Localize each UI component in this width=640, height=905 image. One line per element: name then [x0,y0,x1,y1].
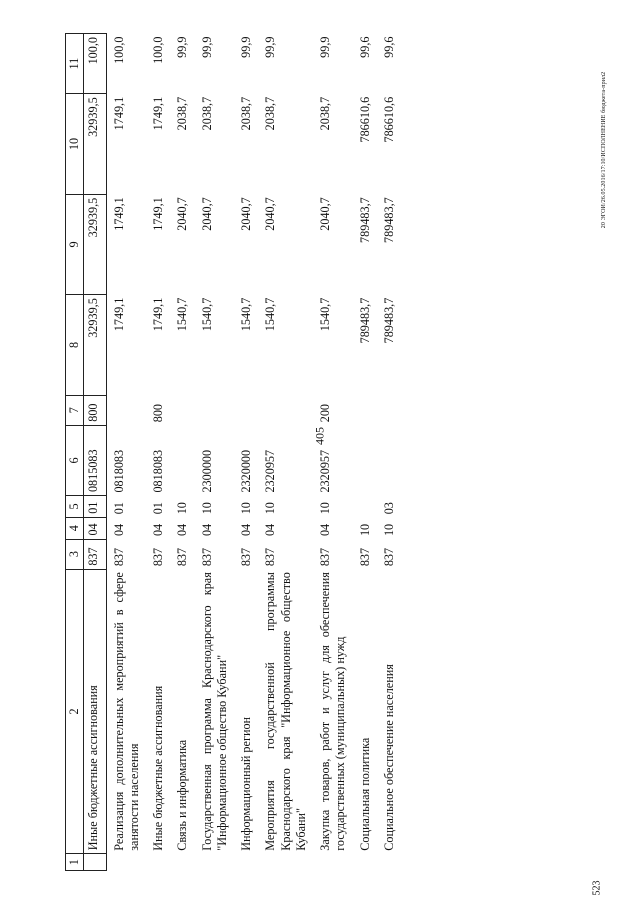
table-row [84,34,106,871]
budget-table [65,33,401,871]
code-target [377,425,401,495]
approved-amount: 789483,7 [357,297,372,344]
table-row [353,34,377,871]
approved-amount: 1540,7 [263,297,278,332]
code-target: 0818083 [111,449,126,493]
executed-amount: 2038,7 [263,96,278,131]
table-row [195,34,235,871]
header-cell: 7 [66,395,84,425]
code-section: 04 [199,523,214,537]
header-cell: 8 [66,295,84,395]
code-section: 10 [381,523,396,537]
approved-amount: 1540,7 [175,297,190,332]
code-ministry: 837 [357,547,372,567]
code-subsection: 10 [263,502,278,515]
header-cell: 3 [66,539,84,569]
header-cell: 10 [66,94,84,194]
table-row [106,34,146,871]
code-expense-type [353,395,377,425]
approved-amount: 1540,7 [199,297,214,332]
table-body [84,34,401,871]
code-subsection: 01 [151,502,165,515]
execution-percent: 100,0 [111,36,126,64]
budget-amount: 2040,7 [175,197,190,231]
code-ministry: 837 [318,547,332,567]
row-number-cell [234,854,258,871]
header-cell: 4 [66,517,84,539]
code-section: 10 [357,523,372,537]
table-row [377,34,401,871]
code-ministry: 837 [151,547,165,567]
approved-amount: 1749,1 [111,297,126,332]
row-name: Социальное обеспечение населения [381,664,396,851]
execution-percent: 99,9 [263,36,278,58]
code-expense-type [234,395,258,425]
row-name: Иные бюджетные ассигнования [84,569,106,854]
row-number-cell [170,854,194,871]
row-number-cell [313,854,353,871]
executed-amount: 1749,1 [151,96,165,131]
table-row [258,34,313,871]
budget-amount: 1749,1 [151,197,165,231]
code-expense-type [170,395,194,425]
table-row [313,34,353,871]
code-expense-type: 200 [318,403,332,423]
execution-percent: 99,6 [357,36,372,58]
execution-percent: 99,9 [199,36,214,58]
header-cell: 9 [66,194,84,294]
executed-amount: 2038,7 [318,96,332,131]
row-number-cell [146,854,170,871]
approved-amount: 32939,5 [84,295,106,395]
budget-amount: 2040,7 [199,197,214,231]
row-number-cell [195,854,235,871]
code-section: 04 [111,523,126,537]
code-expense-type [106,395,146,425]
budget-amount: 789483,7 [381,197,396,243]
table-row [146,34,170,871]
code-subsection: 03 [381,502,396,515]
code-ministry: 837 [175,547,190,567]
header-cell: 11 [66,34,84,94]
header-cell: 1 [66,854,84,871]
corner-page-number: 523 [591,880,603,896]
code-ministry: 837 [84,539,106,569]
code-subsection: 10 [318,502,332,515]
code-section: 04 [263,523,278,537]
code-target: 0818083 [151,449,165,493]
code-ministry: 837 [239,547,253,567]
approved-amount: 1540,7 [318,297,332,332]
code-target: 2320000 [239,449,253,493]
executed-amount: 786610,6 [381,96,396,143]
code-ministry: 837 [263,547,278,567]
header-cell: 5 [66,496,84,518]
row-number-cell [84,854,106,871]
header-row [66,34,84,871]
budget-amount: 2040,7 [318,197,332,231]
footer-filename: 20 ЭГОИ/26.05.2016/17:10/ИСПОЛНЕНИЕ бюджета-прил2 [601,71,607,229]
executed-amount: 786610,6 [357,96,372,143]
execution-percent: 100,0 [151,36,165,64]
budget-amount: 2040,7 [239,197,253,231]
code-target: 2300000 [199,449,214,493]
code-ministry: 837 [199,547,214,567]
executed-amount: 1749,1 [111,96,126,131]
table-row [170,34,194,871]
row-name: Мероприятия государственной программы Краснодарского края "Информационное общество Кубани" [263,572,308,851]
code-section: 04 [239,523,253,537]
budget-amount: 789483,7 [357,197,372,243]
execution-percent: 99,9 [239,36,253,58]
code-subsection: 10 [199,502,214,515]
table-header [66,34,84,871]
budget-amount: 1749,1 [111,197,126,231]
code-target: 2320957 [263,449,278,493]
header-cell: 6 [66,425,84,495]
code-section: 04 [151,523,165,537]
row-number-cell [258,854,313,871]
budget-amount: 32939,5 [84,194,106,294]
row-number-cell [353,854,377,871]
code-subsection: 01 [84,496,106,518]
row-name: Закупка товаров, работ и услуг для обеспечения государственных (муниципальных) нужд [318,572,348,851]
approved-amount: 1749,1 [151,297,165,332]
execution-percent: 99,6 [381,36,396,58]
code-section: 04 [318,523,332,537]
code-target [170,425,194,495]
code-section: 04 [84,517,106,539]
code-section: 04 [175,523,190,537]
approved-amount: 789483,7 [381,297,396,344]
row-name: Социальная политика [357,737,372,851]
code-expense-type [258,395,313,425]
code-expense-type: 800 [151,403,165,423]
code-target [353,425,377,495]
code-target: 0815083 [84,425,106,495]
execution-percent: 99,9 [175,36,190,58]
table-row [234,34,258,871]
execution-percent: 99,9 [318,36,332,58]
row-number-cell [377,854,401,871]
code-target: 2320957 [318,449,332,493]
budget-amount: 2040,7 [263,197,278,231]
row-name: Реализация дополнительных мероприятий в сфере занятости населения [111,572,141,851]
code-expense-type: 800 [84,395,106,425]
code-ministry: 837 [111,547,126,567]
code-expense-type [377,395,401,425]
executed-amount: 2038,7 [199,96,214,131]
code-subsection: 10 [175,502,190,515]
row-name: Связь и информатика [175,739,190,851]
row-number-cell [106,854,146,871]
header-cell: 2 [66,569,84,854]
execution-percent: 100,0 [84,34,106,94]
executed-amount: 2038,7 [175,96,190,131]
code-ministry: 837 [381,547,396,567]
code-subsection: 10 [239,502,253,515]
approved-amount: 1540,7 [239,297,253,332]
code-subsection [353,496,377,518]
row-name: Государственная программа Краснодарского края "Информационное общество Кубани" [199,572,229,851]
row-name: Иные бюджетные ассигнования [151,685,165,851]
executed-amount: 32939,5 [84,94,106,194]
code-expense-type [195,395,235,425]
budget-table-container [65,33,565,871]
executed-amount: 2038,7 [239,96,253,131]
row-name: Информационный регион [239,716,253,851]
page-number: 405 [312,427,327,445]
code-subsection: 01 [111,502,126,515]
